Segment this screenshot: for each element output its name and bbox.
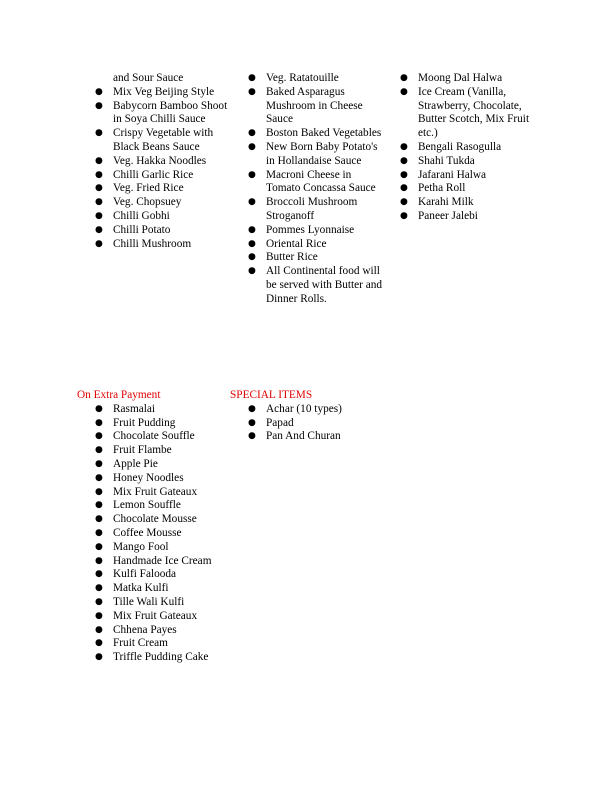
list-item — [400, 210, 545, 224]
menu-list-3 — [400, 72, 545, 224]
list-item-text: Coffee Mousse — [113, 526, 182, 539]
list-item-text: Pan And Churan — [266, 430, 341, 443]
list-item — [95, 582, 237, 596]
list-item — [95, 169, 235, 183]
list-item-text: Shahi Tukda — [418, 154, 475, 167]
bullet-icon: ● — [95, 417, 103, 428]
list-item — [248, 72, 388, 86]
list-item-text: Kulfi Falooda — [113, 568, 177, 581]
list-item — [95, 224, 235, 238]
list-item-text: Chhena Payes — [113, 623, 177, 636]
bullet-icon: ● — [400, 169, 408, 180]
list-item — [95, 486, 237, 500]
list-item-text: Fruit Cream — [113, 637, 168, 650]
menu-list-2 — [248, 72, 388, 307]
menu-column-3 — [400, 72, 545, 224]
list-item-text: Fruit Pudding — [113, 416, 176, 429]
list-item — [248, 251, 388, 265]
list-item-text: Pommes Lyonnaise — [266, 223, 355, 236]
list-item-text: Papad — [266, 416, 294, 429]
list-item — [248, 86, 388, 127]
bullet-icon: ● — [95, 610, 103, 621]
list-item — [95, 127, 235, 155]
list-item — [248, 169, 388, 197]
list-item-text: All Continental food will be served with Butter and Dinner Rolls. — [266, 265, 383, 305]
list-item-text: Chocolate Mousse — [113, 513, 197, 526]
list-item-text: Triffle Pudding Cake — [113, 651, 209, 664]
bullet-icon: ● — [400, 73, 408, 83]
special-items-heading: SPECIAL ITEMS — [230, 389, 313, 401]
bullet-icon: ● — [95, 403, 103, 414]
special-items-list — [248, 403, 390, 444]
list-item — [95, 596, 237, 610]
bullet-icon: ● — [95, 500, 103, 511]
list-item-text: Chilli Potato — [113, 223, 171, 236]
list-item — [95, 100, 235, 128]
list-item-text: Chilli Garlic Rice — [113, 168, 194, 181]
list-item — [95, 182, 235, 196]
bullet-icon: ● — [95, 238, 103, 249]
list-item — [400, 196, 545, 210]
bullet-icon: ● — [95, 431, 103, 442]
bullet-icon: ● — [95, 486, 103, 497]
list-item — [95, 568, 237, 582]
list-item-text: Chilli Gobhi — [113, 209, 170, 222]
bullet-icon: ● — [248, 417, 256, 428]
bullet-icon: ● — [400, 197, 408, 208]
list-item-text: Chocolate Souffle — [113, 430, 195, 443]
list-item-text: Chilli Mushroom — [113, 237, 192, 250]
list-item-text: Veg. Hakka Noodles — [113, 154, 207, 167]
list-item-text: Babycorn Bamboo Shoot in Soya Chilli Sauce — [113, 99, 228, 126]
bullet-icon: ● — [400, 210, 408, 221]
list-item — [95, 444, 237, 458]
list-item — [95, 403, 237, 417]
list-item-text: Macroni Cheese in Tomato Concassa Sauce — [266, 168, 376, 195]
list-item — [248, 127, 388, 141]
list-item — [95, 155, 235, 169]
list-item-text: Petha Roll — [418, 182, 466, 195]
list-item-text: Mix Veg Beijing Style — [113, 85, 215, 98]
list-item — [95, 541, 237, 555]
extra-payment-heading: On Extra Payment — [77, 389, 161, 401]
list-item-text: Jafarani Halwa — [418, 168, 487, 181]
list-item — [95, 513, 237, 527]
list-item — [95, 238, 235, 252]
bullet-icon: ● — [95, 514, 103, 525]
bullet-icon: ● — [95, 458, 103, 469]
list-item — [400, 169, 545, 183]
list-item-continuation: and Sour Sauce — [113, 72, 184, 84]
list-item — [95, 417, 237, 431]
bullet-icon: ● — [95, 183, 103, 194]
list-item — [248, 141, 388, 169]
list-item-text: Butter Rice — [266, 251, 318, 264]
bullet-icon: ● — [95, 155, 103, 166]
bullet-icon: ● — [95, 652, 103, 663]
bullet-icon: ● — [95, 197, 103, 208]
list-item-text: Rasmalai — [113, 402, 156, 415]
bullet-icon: ● — [400, 183, 408, 194]
bullet-icon: ● — [248, 141, 256, 152]
list-item-text: Handmade Ice Cream — [113, 554, 212, 567]
bullet-icon: ● — [248, 86, 256, 97]
list-item-text: Lemon Souffle — [113, 499, 181, 512]
list-item-text: Fruit Flambe — [113, 444, 172, 457]
list-item — [248, 417, 390, 431]
list-item — [95, 637, 237, 651]
list-item-text: Karahi Milk — [418, 196, 474, 209]
list-item — [95, 651, 237, 665]
bullet-icon: ● — [248, 266, 256, 277]
menu-list-1-items — [95, 86, 235, 252]
bullet-icon: ● — [95, 555, 103, 566]
list-item — [400, 72, 545, 86]
list-item — [95, 210, 235, 224]
list-item — [400, 155, 545, 169]
list-item — [95, 196, 235, 210]
bullet-icon: ● — [95, 638, 103, 649]
extra-payment-section — [77, 389, 237, 665]
bullet-icon: ● — [95, 527, 103, 538]
list-item-text: New Born Baby Potato's in Hollandaise Sauce — [266, 140, 378, 167]
menu-column-2 — [248, 72, 388, 307]
list-item — [248, 224, 388, 238]
bullet-icon: ● — [248, 431, 256, 442]
bullet-icon: ● — [95, 100, 103, 111]
list-item — [95, 527, 237, 541]
list-item — [248, 238, 388, 252]
bullet-icon: ● — [400, 86, 408, 97]
list-item-text: Boston Baked Vegetables — [266, 127, 382, 140]
list-item-text: Matka Kulfi — [113, 582, 169, 595]
list-item-text: Baked Asparagus Mushroom in Cheese Sauce — [266, 85, 363, 126]
bullet-icon: ● — [95, 128, 103, 139]
bullet-icon: ● — [248, 224, 256, 235]
bullet-icon: ● — [248, 238, 256, 249]
list-item — [248, 403, 390, 417]
list-item-text: Mix Fruit Gateaux — [113, 485, 198, 498]
list-item-text: Crispy Vegetable with Black Beans Sauce — [113, 127, 214, 153]
list-item-text: Honey Noodles — [113, 471, 184, 484]
list-item-text: Mix Fruit Gateaux — [113, 609, 198, 622]
list-item-text: Achar (10 types) — [266, 402, 342, 415]
extra-payment-list — [95, 403, 237, 665]
list-item-text: Veg. Chopsuey — [113, 196, 182, 209]
list-item-text: Moong Dal Halwa — [418, 72, 503, 84]
bullet-icon: ● — [95, 569, 103, 580]
bullet-icon: ● — [95, 596, 103, 607]
list-item — [95, 458, 237, 472]
list-item — [95, 610, 237, 624]
list-item — [95, 555, 237, 569]
list-item-text: Mango Fool — [113, 540, 169, 553]
bullet-icon: ● — [248, 169, 256, 180]
list-item-text: Apple Pie — [113, 457, 158, 470]
bullet-icon: ● — [248, 252, 256, 263]
bullet-icon: ● — [248, 128, 256, 139]
list-item — [95, 499, 237, 513]
list-item-text: Oriental Rice — [266, 237, 327, 250]
list-item-text: Ice Cream (Vanilla, Strawberry, Chocolate, Butter Scotch, Mix Fruit etc.) — [418, 85, 530, 140]
list-item — [95, 86, 235, 100]
menu-list-1 — [95, 72, 235, 86]
list-item-text: Broccoli Mushroom Stroganoff — [266, 196, 358, 222]
list-item — [248, 430, 390, 444]
list-item — [248, 196, 388, 224]
bullet-icon: ● — [95, 624, 103, 635]
list-item-text: Veg. Ratatouille — [266, 72, 339, 84]
bullet-icon: ● — [95, 583, 103, 594]
bullet-icon: ● — [248, 197, 256, 208]
list-item-text: Paneer Jalebi — [418, 209, 478, 222]
bullet-icon: ● — [400, 155, 408, 166]
bullet-icon: ● — [95, 86, 103, 97]
menu-column-1 — [95, 72, 235, 251]
bullet-icon: ● — [248, 73, 256, 83]
list-item — [400, 182, 545, 196]
bullet-icon: ● — [400, 141, 408, 152]
list-item — [400, 141, 545, 155]
list-item — [95, 624, 237, 638]
bullet-icon: ● — [95, 541, 103, 552]
list-item — [95, 430, 237, 444]
list-item — [400, 86, 545, 141]
bullet-icon: ● — [95, 169, 103, 180]
list-item-text: Veg. Fried Rice — [113, 182, 184, 195]
bullet-icon: ● — [95, 210, 103, 221]
list-item-text: Bengali Rasogulla — [418, 140, 502, 153]
list-item-text: Tille Wali Kulfi — [113, 595, 185, 608]
bullet-icon: ● — [95, 445, 103, 456]
special-items-section — [230, 389, 390, 444]
list-item — [248, 265, 388, 306]
list-item — [95, 472, 237, 486]
bullet-icon: ● — [95, 472, 103, 483]
bullet-icon: ● — [248, 403, 256, 414]
bullet-icon: ● — [95, 224, 103, 235]
